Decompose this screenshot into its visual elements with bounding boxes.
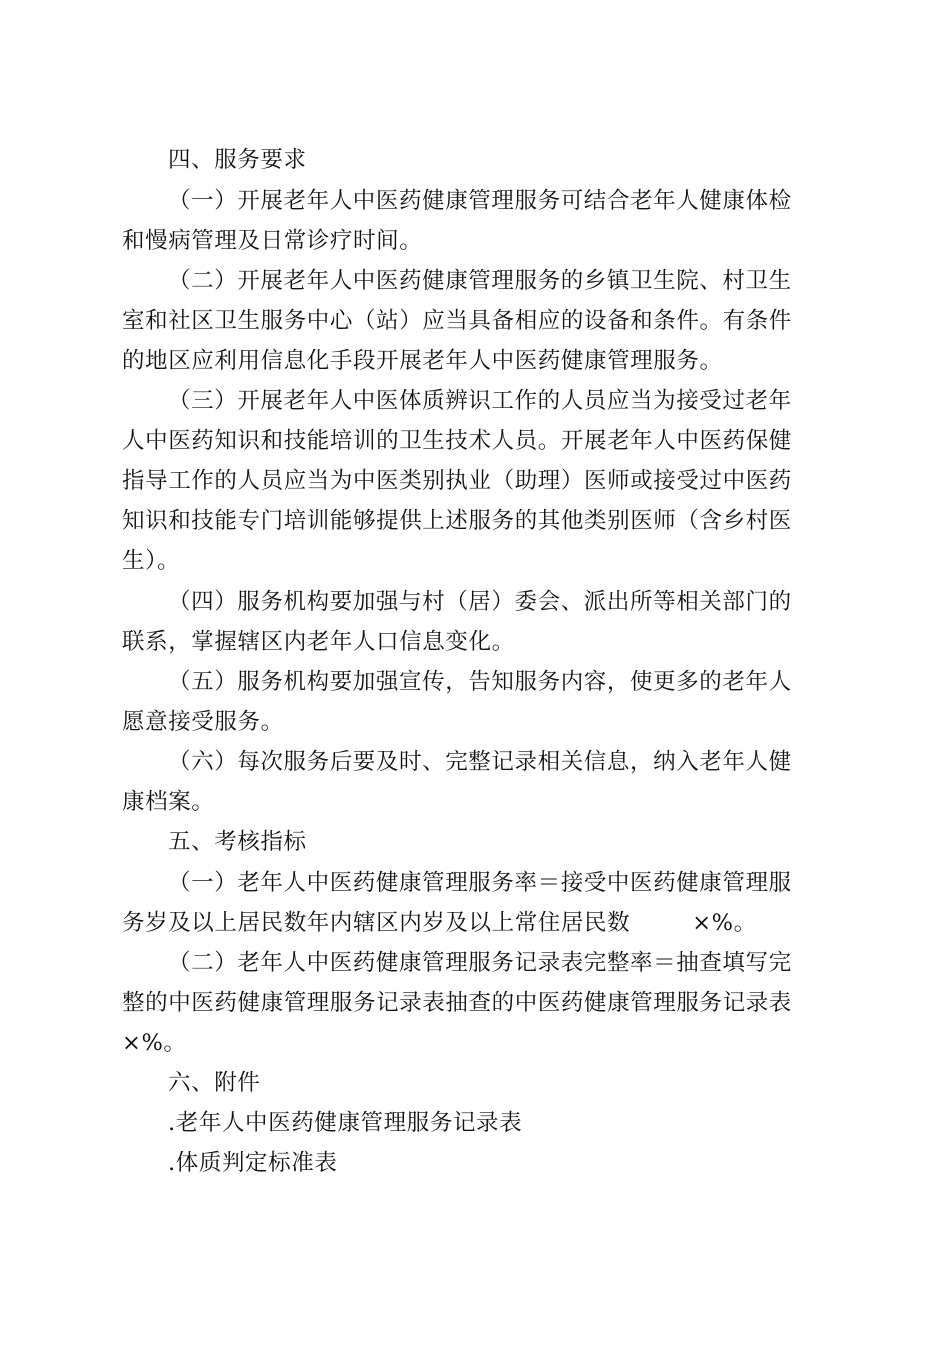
paragraph-line: 联系，掌握辖区内老年人口信息变化。 [122, 629, 515, 655]
paragraph-line: （一）开展老年人中医药健康管理服务可结合老年人健康体检 [168, 188, 792, 214]
paragraph-line: 整的中医药健康管理服务记录表抽查的中医药健康管理服务记录表 [122, 990, 792, 1016]
paragraph-line: （二）老年人中医药健康管理服务记录表完整率＝抽查填写完 [168, 950, 792, 976]
section-heading-assessment-indicators: 五、考核指标 [168, 829, 307, 855]
paragraph-line: （一）老年人中医药健康管理服务率＝接受中医药健康管理服 [168, 870, 792, 896]
paragraph-line: 和慢病管理及日常诊疗时间。 [122, 228, 423, 254]
paragraph-line: 的地区应利用信息化手段开展老年人中医药健康管理服务。 [122, 348, 723, 374]
paragraph-line: 指导工作的人员应当为中医类别执业（助理）医师或接受过中医药 [122, 468, 792, 494]
paragraph-line: ×%。 [122, 1030, 187, 1056]
paragraph-line: （四）服务机构要加强与村（居）委会、派出所等相关部门的 [168, 589, 792, 615]
attachment-item: .体质判定标准表 [168, 1150, 338, 1176]
paragraph-line: 人中医药知识和技能培训的卫生技术人员。开展老年人中医药保健 [122, 428, 792, 454]
paragraph-line: 愿意接受服务。 [122, 709, 284, 735]
paragraph-line: 康档案。 [122, 789, 215, 815]
paragraph-line: 知识和技能专门培训能够提供上述服务的其他类别医师（含乡村医 [122, 508, 792, 534]
paragraph-line: （六）每次服务后要及时、完整记录相关信息，纳入老年人健 [168, 749, 792, 775]
section-heading-service-requirements: 四、服务要求 [168, 147, 307, 173]
paragraph-line: 室和社区卫生服务中心（站）应当具备相应的设备和条件。有条件 [122, 308, 792, 334]
paragraph-line: （二）开展老年人中医药健康管理服务的乡镇卫生院、村卫生 [168, 268, 792, 294]
paragraph-line: （五）服务机构要加强宣传，告知服务内容，使更多的老年人 [168, 669, 792, 695]
paragraph-line: 务岁及以上居民数年内辖区内岁及以上常住居民数 ×%。 [122, 910, 757, 936]
attachment-item: .老年人中医药健康管理服务记录表 [168, 1110, 523, 1136]
section-heading-attachments: 六、附件 [168, 1070, 261, 1096]
paragraph-line: （三）开展老年人中医体质辨识工作的人员应当为接受过老年 [168, 388, 792, 414]
paragraph-line: 生）。 [122, 548, 181, 574]
